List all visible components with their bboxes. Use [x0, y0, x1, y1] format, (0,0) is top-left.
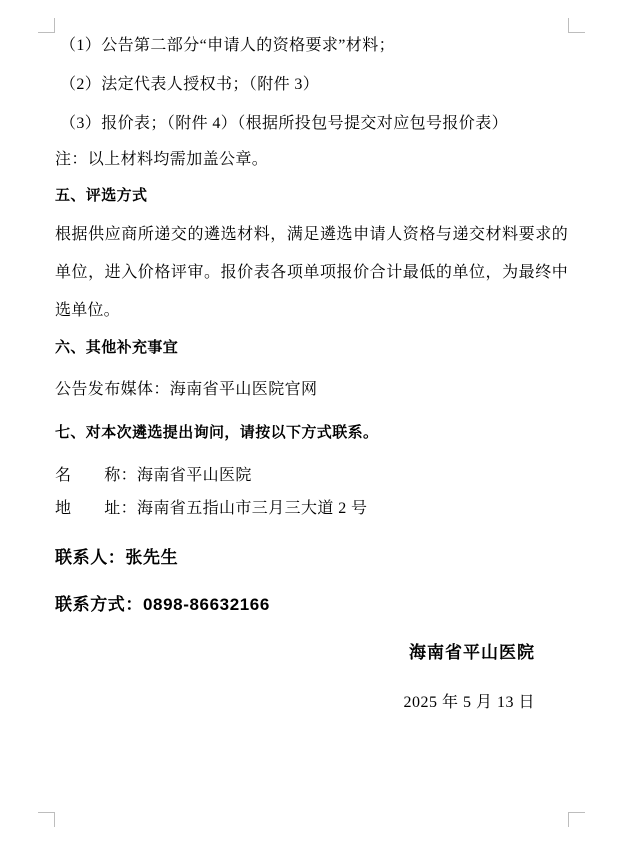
publish-media-line: 公告发布媒体：海南省平山医院官网 [55, 381, 318, 398]
org-name-line: 名 称：海南省平山医院 [55, 467, 252, 484]
list-item-1: （1）公告第二部分“申请人的资格要求”材料； [60, 37, 396, 54]
section5-paragraph: 根据供应商所递交的遴选材料，满足遴选申请人资格与递交材料要求的单位，进入价格评审。报价表各项单项报价合计最低的单位，为最终中选单位。 [55, 226, 568, 319]
crop-mark-bottom-right-icon [568, 812, 585, 827]
section7-heading: 七、对本次遴选提出询问，请按以下方式联系。 [55, 424, 379, 441]
list-item-2: （2）法定代表人授权书；（附件 3） [60, 76, 320, 93]
signature-date: 2025 年 5 月 13 日 [403, 694, 535, 711]
text-area [55, 26, 568, 714]
contact-method-line: 联系方式：0898-86632166 [55, 595, 270, 614]
org-address-line: 地 址：海南省五指山市三月三大道 2 号 [55, 500, 368, 517]
crop-mark-top-left-icon [38, 18, 55, 33]
note-line: 注：以上材料均需加盖公章。 [55, 151, 269, 168]
section6-heading: 六、其他补充事宜 [55, 339, 179, 356]
list-item-3: （3）报价表；（附件 4）（根据所投包号提交对应包号报价表） [60, 115, 509, 132]
section5-heading: 五、评选方式 [55, 187, 148, 204]
signature-org: 海南省平山医院 [409, 643, 535, 662]
crop-mark-top-right-icon [568, 18, 585, 33]
crop-mark-bottom-left-icon [38, 812, 55, 827]
contact-person-line: 联系人：张先生 [55, 548, 179, 567]
